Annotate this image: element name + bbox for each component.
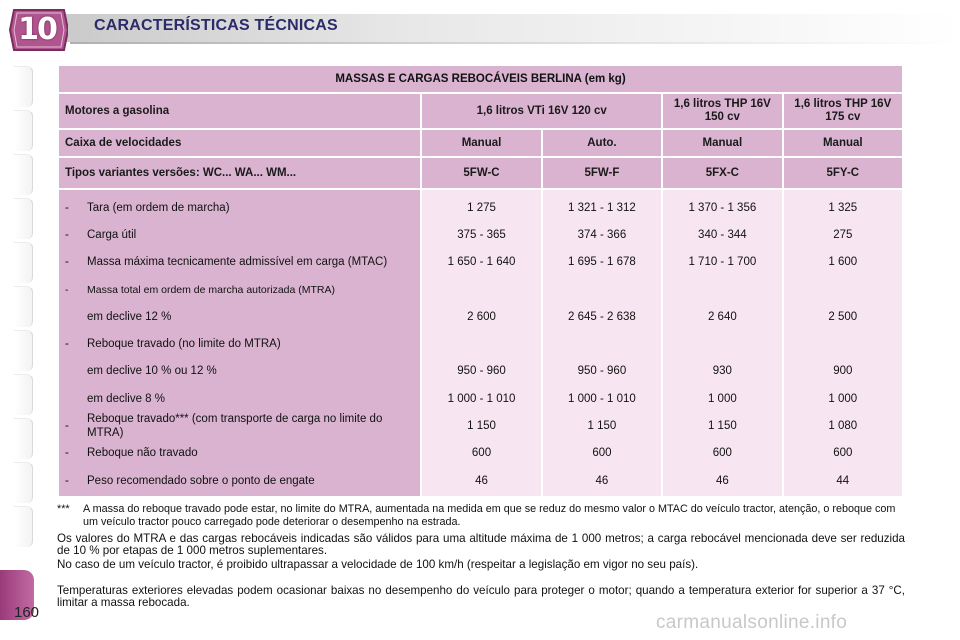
row-dash: -	[65, 474, 69, 487]
values-column-1	[422, 190, 540, 496]
variants-row	[59, 158, 902, 188]
table-cell	[543, 330, 661, 357]
table-row-label	[63, 385, 416, 412]
table-row-label	[63, 412, 416, 439]
table-cell: 1 695 - 1 678	[568, 256, 636, 269]
table-cell: 1 710 - 1 700	[688, 256, 757, 269]
row-label: Reboque travado (no limite do MTRA)	[87, 338, 281, 351]
masses-table	[57, 64, 904, 498]
table-cell: 2 500	[828, 310, 858, 323]
table-cell: 1 000	[707, 392, 737, 405]
side-tab[interactable]	[14, 66, 33, 107]
side-tab[interactable]	[14, 154, 33, 195]
table-cell	[543, 276, 661, 303]
column-values	[784, 194, 902, 494]
column-values	[543, 194, 661, 494]
side-tab[interactable]	[14, 198, 33, 239]
values-column-4	[784, 190, 902, 496]
table-cell: 1 000	[828, 392, 858, 405]
header-divider	[70, 42, 960, 44]
table-cell: 1 000 - 1 010	[568, 392, 636, 405]
row-dash: -	[65, 228, 69, 241]
row-label: em declive 12 %	[87, 310, 172, 323]
row-label: em declive 8 %	[87, 392, 165, 405]
paragraph-speed: No caso de um veículo tractor, é proibido ultrapassar a velocidade de 100 km/h (respeitar a legislação em vigor no seu país).	[57, 558, 699, 571]
table-row-label	[63, 330, 416, 357]
row-dash: -	[65, 447, 69, 460]
table-title-row	[59, 66, 902, 92]
gearbox-header: Auto.	[543, 130, 661, 156]
table-cell: 1 150	[587, 420, 617, 433]
engine-header: 1,6 litros THP 16V 150 cv	[663, 94, 781, 128]
table-row-label	[63, 249, 416, 276]
table-cell: 1 600	[828, 256, 858, 269]
row-dash: -	[65, 256, 69, 269]
gearbox-label: Caixa de velocidades	[59, 130, 420, 156]
row-dash: -	[65, 420, 69, 433]
table-cell: 2 640	[707, 310, 737, 323]
side-tab[interactable]	[14, 330, 33, 371]
side-tab[interactable]	[14, 462, 33, 503]
table-cell: 46	[595, 474, 609, 487]
row-dash: -	[65, 201, 69, 214]
page-number: 160	[14, 604, 40, 621]
side-tab[interactable]	[14, 242, 33, 283]
row-label: em declive 10 % ou 12 %	[87, 365, 217, 378]
table-row-label	[63, 276, 416, 303]
side-tab[interactable]	[14, 286, 33, 327]
table-row-label	[63, 303, 416, 330]
row-label: Carga útil	[87, 228, 137, 241]
gearbox-header: Manual	[663, 130, 781, 156]
variant-header: 5FW-C	[422, 158, 540, 188]
table-cell: 950 - 960	[577, 365, 627, 378]
values-column-3	[663, 190, 781, 496]
side-tab[interactable]	[14, 110, 33, 151]
table-cell	[663, 276, 781, 303]
table-cell: 2 645 - 2 638	[568, 310, 636, 323]
row-label: Peso recomendado sobre o ponto de engate	[87, 474, 315, 487]
gearbox-header: Manual	[784, 130, 902, 156]
variant-header: 5FW-F	[543, 158, 661, 188]
table-cell: 275	[833, 228, 853, 241]
footnote-text: A massa do reboque travado pode estar, no limite do MTRA, aumentada na medida em que se reduz do mesmo valor o MTAC do veículo tractor, atenção, o reboque com um veículo tractor pouco carregado pode deteriorar o desempenho na estrada.	[83, 503, 896, 528]
variants-label: Tipos variantes versões: WC... WA... WM...	[59, 158, 420, 188]
page-title: CARACTERÍSTICAS TÉCNICAS	[94, 17, 338, 34]
table-row-label	[63, 358, 416, 385]
table-cell: 1 275	[467, 201, 496, 214]
column-values	[663, 194, 781, 494]
table-cell: 46	[715, 474, 729, 487]
row-label: Reboque não travado	[87, 447, 198, 460]
row-labels-cell	[59, 190, 420, 496]
table-cell: 1 000 - 1 010	[447, 392, 516, 405]
table-body-row	[59, 190, 902, 496]
side-tab[interactable]	[14, 418, 33, 459]
table-cell: 1 150	[707, 420, 737, 433]
paragraph-temperature: Temperaturas exteriores elevadas podem ocasionar baixas no desempenho do veículo para proteger o motor; quando a temperatura exterior for superior a 37 °C, limitar a massa rebocada.	[57, 584, 905, 610]
table-cell: 1 325	[828, 201, 858, 214]
page-header	[0, 0, 960, 60]
table-cell: 46	[475, 474, 488, 487]
gearbox-row	[59, 130, 902, 156]
table-footnote	[57, 503, 905, 529]
table-cell: 900	[833, 365, 853, 378]
table-cell: 1 080	[828, 420, 858, 433]
table-cell: 44	[836, 474, 850, 487]
table-cell: 375 - 365	[457, 228, 506, 241]
table-cell: 1 150	[467, 420, 496, 433]
table-cell: 2 600	[467, 310, 496, 323]
row-label: Tara (em ordem de marcha)	[87, 201, 230, 214]
table-row-label	[63, 467, 416, 494]
table-cell: 1 321 - 1 312	[568, 201, 636, 214]
side-tab-strip	[0, 66, 34, 566]
engine-label: Motores a gasolina	[59, 94, 420, 128]
table-cell: 600	[833, 447, 853, 460]
table-cell: 600	[471, 447, 492, 460]
table-cell: 930	[712, 365, 732, 378]
table-cell: 1 370 - 1 356	[688, 201, 757, 214]
table-cell	[422, 276, 540, 303]
row-dash: -	[65, 283, 69, 296]
gearbox-header: Manual	[422, 130, 540, 156]
table-cell: 340 - 344	[698, 228, 747, 241]
values-column-2	[543, 190, 661, 496]
table-row-label	[63, 440, 416, 467]
side-tab[interactable]	[14, 374, 33, 415]
variant-header: 5FX-C	[663, 158, 781, 188]
table-cell: 950 - 960	[457, 365, 506, 378]
table-title: MASSAS E CARGAS REBOCÁVEIS BERLINA (em kg)	[59, 66, 902, 92]
row-label: Massa total em ordem de marcha autorizada (MTRA)	[87, 283, 336, 296]
variant-header: 5FY-C	[784, 158, 902, 188]
table-row-label	[63, 221, 416, 248]
engine-header: 1,6 litros VTi 16V 120 cv	[422, 94, 661, 128]
row-labels	[63, 194, 416, 494]
table-cell: 600	[592, 447, 612, 460]
table-cell: 600	[712, 447, 732, 460]
side-tab[interactable]	[14, 506, 33, 547]
footnote-mark: ***	[57, 503, 70, 515]
table-cell	[784, 276, 902, 303]
watermark: carmanualsonline.info	[656, 612, 848, 633]
engine-row	[59, 94, 902, 128]
row-label: Reboque travado*** (com transporte de carga no limite do MTRA)	[87, 413, 383, 440]
row-dash: -	[65, 338, 69, 351]
engine-header: 1,6 litros THP 16V 175 cv	[784, 94, 902, 128]
chapter-number: 10	[18, 12, 56, 47]
table-cell	[784, 330, 902, 357]
table-cell: 374 - 366	[577, 228, 627, 241]
table-cell: 1 650 - 1 640	[447, 256, 516, 269]
row-label: Massa máxima tecnicamente admissível em carga (MTAC)	[87, 256, 388, 269]
paragraph-altitude: Os valores do MTRA e das cargas rebocáveis indicadas são válidos para uma altitude máxima de 1 000 metros; a carga rebocável mencionada deve ser reduzida de 10 % por etapas de 1 000 metros suplementares.	[57, 532, 905, 558]
column-values	[422, 194, 540, 494]
table-row-label	[63, 194, 416, 221]
table-cell	[422, 330, 540, 357]
table-cell	[663, 330, 781, 357]
